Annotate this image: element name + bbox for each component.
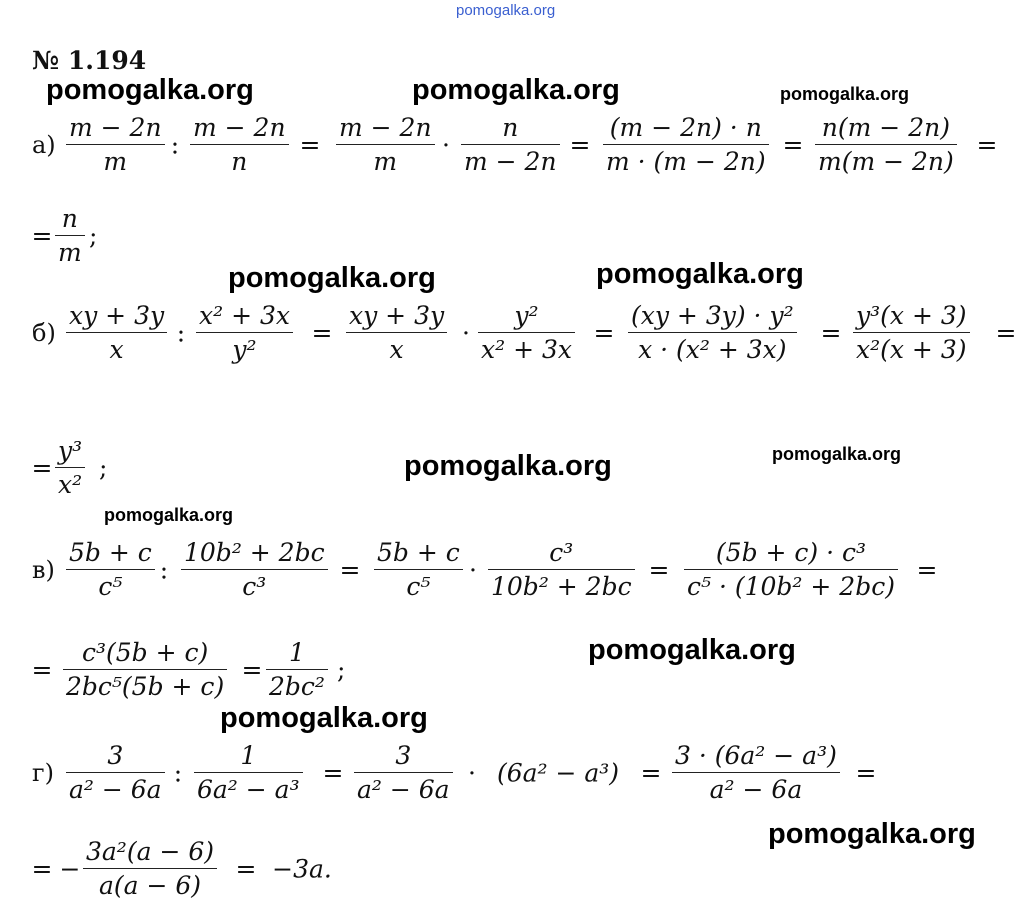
semicolon: ; (337, 655, 346, 684)
equals-sign: = (995, 318, 1017, 348)
numerator: y² (514, 301, 539, 330)
equals-sign: = (782, 130, 804, 160)
watermark: pomogalka.org (412, 74, 620, 106)
equals-sign: = (322, 758, 344, 788)
equals-sign: = (235, 854, 257, 884)
part-b-fraction-1 (66, 301, 167, 365)
part-a-label: а) (32, 131, 56, 159)
division-sign: : (159, 555, 169, 585)
watermark: pomogalka.org (220, 702, 428, 734)
multiplication-dot: · (469, 555, 477, 585)
equals-sign: = (31, 655, 53, 685)
part-v-fraction-3 (374, 538, 463, 602)
division-sign: : (170, 130, 180, 160)
denominator: m − 2n (464, 147, 557, 176)
numerator: n (61, 204, 78, 233)
denominator: x (109, 335, 124, 364)
numerator: 5b + c (377, 538, 460, 567)
equals-sign: = (241, 655, 263, 685)
watermark: pomogalka.org (588, 634, 796, 666)
part-a-result (55, 204, 85, 268)
numerator: 5b + c (69, 538, 152, 567)
denominator: m · (m − 2n) (606, 147, 766, 176)
equals-sign: = (820, 318, 842, 348)
equals-sign: = (31, 453, 53, 483)
part-v-fraction-1 (66, 538, 155, 602)
part-g-fraction-6 (83, 837, 217, 901)
equals-sign: = (311, 318, 333, 348)
watermark: pomogalka.org (596, 258, 804, 290)
denominator: c⁵ · (10b² + 2bc) (687, 572, 895, 601)
part-a-fraction-4 (461, 113, 560, 177)
numerator: y³ (58, 436, 83, 465)
numerator: c³(5b + c) (81, 638, 209, 667)
numerator: 3a²(a − 6) (86, 837, 214, 866)
part-g-label: г) (32, 759, 54, 787)
watermark: pomogalka.org (228, 262, 436, 294)
numerator: 3 (107, 741, 124, 770)
denominator: c⁵ (98, 572, 123, 601)
denominator: x · (x² + 3x) (638, 335, 787, 364)
division-sign: : (173, 758, 183, 788)
denominator: a² − 6a (709, 775, 803, 804)
minus-sign: − (59, 854, 81, 884)
part-a-fraction-6 (815, 113, 957, 177)
denominator: c⁵ (406, 572, 431, 601)
denominator: m (103, 147, 128, 176)
division-sign: : (176, 318, 186, 348)
equals-sign: = (855, 758, 877, 788)
part-b-fraction-6 (853, 301, 970, 365)
part-b-fraction-4 (478, 301, 575, 365)
part-g-fraction-3 (354, 741, 453, 805)
task-number: № 1.194 (32, 46, 147, 75)
denominator: 10b² + 2bc (491, 572, 632, 601)
numerator: (m − 2n) · n (609, 113, 762, 142)
numerator: 10b² + 2bc (184, 538, 325, 567)
denominator: m(m − 2n) (818, 147, 954, 176)
denominator: 2bc⁵(5b + c) (66, 672, 225, 701)
equals-sign: = (31, 854, 53, 884)
denominator: m (373, 147, 398, 176)
part-b-fraction-2 (196, 301, 293, 365)
part-a-fraction-2 (190, 113, 289, 177)
numerator: c³ (549, 538, 574, 567)
numerator: (xy + 3y) · y² (631, 301, 794, 330)
denominator: c³ (242, 572, 267, 601)
denominator: 2bc² (269, 672, 325, 701)
denominator: a(a − 6) (98, 871, 202, 900)
numerator: 3 · (6a² − a³) (675, 741, 837, 770)
numerator: m − 2n (193, 113, 286, 142)
equals-sign: = (31, 221, 53, 251)
equals-sign: = (593, 318, 615, 348)
numerator: m − 2n (339, 113, 432, 142)
part-b-label: б) (32, 319, 56, 347)
numerator: xy + 3y (69, 301, 165, 330)
watermark: pomogalka.org (104, 505, 234, 525)
multiplication-dot: · (468, 758, 476, 788)
part-b-result (55, 436, 85, 500)
site-header-watermark: pomogalka.org (456, 2, 556, 19)
numerator: 1 (240, 741, 257, 770)
multiplication-dot: · (442, 130, 450, 160)
numerator: xy + 3y (349, 301, 445, 330)
part-g-result: −3a. (272, 854, 332, 884)
denominator: y² (232, 335, 257, 364)
part-g-fraction-2 (194, 741, 303, 805)
part-v-fraction-4 (488, 538, 635, 602)
part-b-fraction-3 (346, 301, 447, 365)
part-g-multiplier: (6a² − a³) (496, 758, 620, 788)
denominator: x² (58, 470, 83, 499)
part-g-fraction-1 (66, 741, 165, 805)
watermark: pomogalka.org (780, 84, 910, 104)
part-v-fraction-6 (63, 638, 227, 702)
denominator: a² − 6a (357, 775, 450, 804)
part-a-fraction-5 (603, 113, 769, 177)
denominator: x²(x + 3) (856, 335, 967, 364)
equals-sign: = (648, 555, 670, 585)
denominator: a² − 6a (69, 775, 162, 804)
numerator: (5b + c) · c³ (715, 538, 867, 567)
equals-sign: = (640, 758, 662, 788)
numerator: 1 (289, 638, 305, 667)
denominator: 6a² − a³ (197, 775, 300, 804)
equals-sign: = (916, 555, 938, 585)
numerator: y³(x + 3) (856, 301, 967, 330)
part-v-label: в) (32, 556, 55, 584)
denominator: m (58, 238, 82, 267)
watermark: pomogalka.org (46, 74, 254, 106)
numerator: x² + 3x (199, 301, 290, 330)
semicolon: ; (99, 453, 108, 482)
watermark: pomogalka.org (404, 450, 612, 482)
watermark: pomogalka.org (772, 444, 902, 464)
part-b-fraction-5 (628, 301, 797, 365)
equals-sign: = (569, 130, 591, 160)
denominator: n (231, 147, 248, 176)
denominator: x² + 3x (481, 335, 572, 364)
part-v-result (266, 638, 328, 702)
equals-sign: = (976, 130, 998, 160)
numerator: n (502, 113, 519, 142)
equals-sign: = (299, 130, 321, 160)
numerator: m − 2n (69, 113, 162, 142)
watermark: pomogalka.org (768, 818, 976, 850)
semicolon: ; (89, 221, 98, 250)
denominator: x (389, 335, 404, 364)
equals-sign: = (339, 555, 361, 585)
part-v-fraction-2 (181, 538, 328, 602)
part-a-fraction-3 (336, 113, 435, 177)
numerator: 3 (395, 741, 412, 770)
part-a-fraction-1 (66, 113, 165, 177)
multiplication-dot: · (462, 318, 470, 348)
part-g-fraction-5 (672, 741, 840, 805)
numerator: n(m − 2n) (821, 113, 950, 142)
part-v-fraction-5 (684, 538, 898, 602)
